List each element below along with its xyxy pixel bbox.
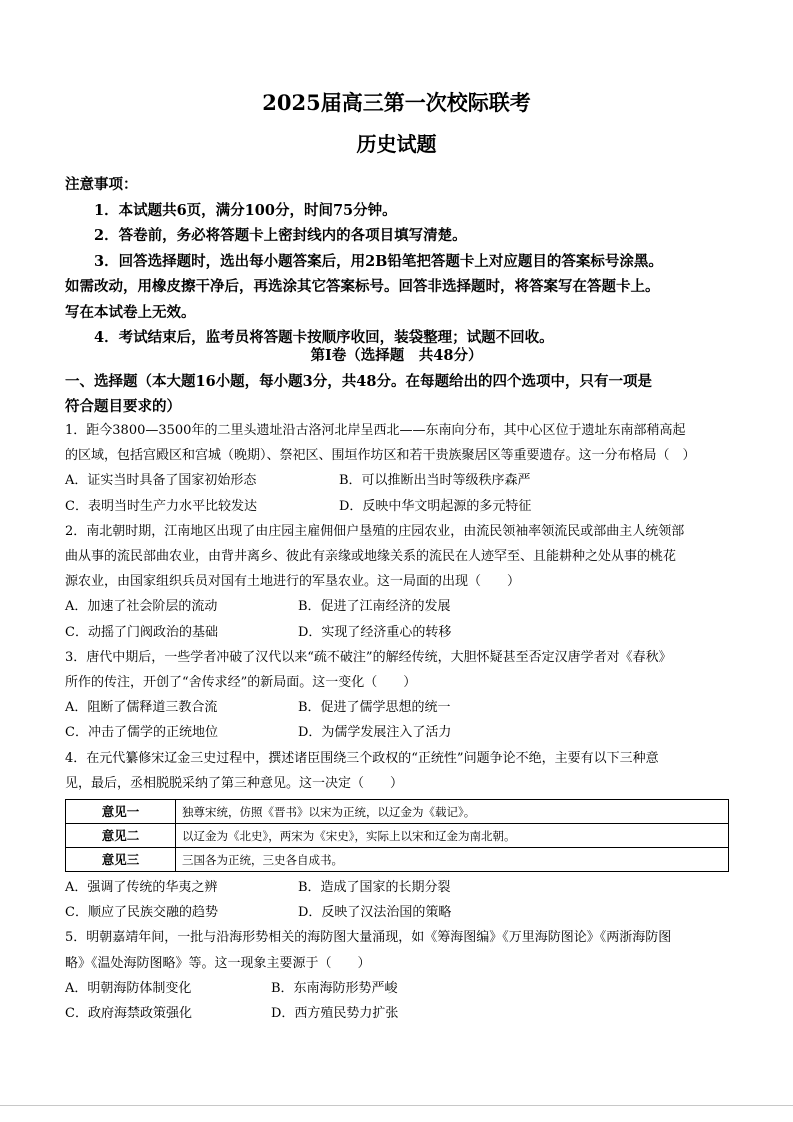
question-5 — [65, 925, 733, 1026]
section-title: 第Ⅰ卷（选择题 共48分） — [310, 347, 483, 364]
option-b[interactable]: B．促进了儒学思想的统一 — [298, 700, 451, 716]
question-stem-line: 3．唐代中期后，一些学者冲破了汉代以来“疏不破注”的解经传统，大胆怀疑甚至否定汉唐学者对《春秋》 — [65, 649, 672, 665]
question-stem-line: 的区域，包括宫殿区和宫城（晚期）、祭祀区、围垣作坊区和若干贵族聚居区等重要遗存。这一分布格局（ ） — [65, 448, 696, 464]
option-row — [65, 720, 733, 745]
section-instruction — [65, 369, 733, 419]
table-key-cell: 意见二 — [66, 824, 176, 848]
note-item: 2．答卷前，务必将答题卡上密封线内的各项目填写清楚。 — [94, 227, 467, 244]
option-c[interactable]: C．表明当时生产力水平比较发达 — [65, 498, 257, 514]
question-list — [65, 418, 733, 1026]
option-d[interactable]: D．实现了经济重心的转移 — [298, 624, 452, 640]
option-a[interactable]: A．证实当时具备了国家初始形态 — [65, 473, 257, 489]
option-b[interactable]: B．促进了江南经济的发展 — [298, 599, 451, 615]
option-row — [65, 594, 733, 619]
question-stem-line: 5．明朝嘉靖年间，一批与沿海形势相关的海防图大量涌现，如《筹海图编》《万里海防图论》《两浙海防图 — [65, 930, 672, 946]
instruction-line: 符合题目要求的） — [65, 398, 181, 415]
question-2 — [65, 519, 733, 645]
option-c[interactable]: C．政府海禁政策强化 — [65, 1006, 192, 1022]
option-row — [65, 494, 733, 519]
question-4 — [65, 746, 733, 926]
option-a[interactable]: A．加速了社会阶层的流动 — [65, 599, 218, 615]
table-row — [66, 848, 729, 872]
option-d[interactable]: D．反映了汉法治国的策略 — [298, 905, 452, 921]
option-row — [65, 468, 733, 493]
question-stem-line: 见，最后，丞相脱脱采纳了第三种意见。这一决定（ ） — [65, 775, 404, 791]
table-value-cell: 独尊宋统，仿照《晋书》以宋为正统，以辽金为《载记》。 — [176, 800, 729, 824]
question-3 — [65, 645, 733, 746]
option-row — [65, 976, 733, 1001]
question-stem-line: 源农业，由国家组织兵员对国有土地进行的军垦农业。这一局面的出现（ ） — [65, 574, 521, 590]
table-row — [66, 800, 729, 824]
option-row — [65, 875, 733, 900]
note-item: 3．回答选择题时，选出每小题答案后，用2B铅笔把答题卡上对应题目的答案标号涂黑。 — [94, 252, 663, 270]
question-stem-line: 2．南北朝时期，江南地区出现了由庄园主雇佣佃户垦殖的庄园农业，由流民领袖率领流民或部曲主人统领部 — [65, 523, 685, 539]
option-row — [65, 1001, 733, 1026]
option-d[interactable]: D．反映中华文明起源的多元特征 — [339, 498, 532, 514]
option-a[interactable]: A．明朝海防体制变化 — [65, 980, 192, 996]
table-value-cell: 以辽金为《北史》，两宋为《宋史》，实际上以宋和辽金为南北朝。 — [176, 824, 729, 848]
question-stem-line: 略》《温处海防图略》等。这一现象主要源于（ ） — [65, 955, 371, 971]
table-key-cell: 意见三 — [66, 848, 176, 872]
option-row — [65, 620, 733, 645]
table-value-cell: 三国各为正统，三史各自成书。 — [176, 848, 729, 872]
note-item: 如需改动，用橡皮擦干净后，再选涂其它答案标号。回答非选择题时，将答案写在答题卡上。 — [65, 278, 660, 295]
option-c[interactable]: C．冲击了儒学的正统地位 — [65, 725, 218, 741]
notes-block — [65, 172, 733, 351]
table-key-cell: 意见一 — [66, 800, 176, 824]
note-item: 1．本试题共6页，满分100分，时间75分钟。 — [94, 201, 397, 219]
exam-title: 2025届高三第一次校际联考 — [262, 90, 531, 115]
question-stem-line: 1．距今3800—3500年的二里头遗址沿古洛河北岸呈西北——东南向分布，其中心区位于遗址东南部稍高起 — [65, 423, 686, 438]
option-a[interactable]: A．强调了传统的华夷之辨 — [65, 880, 218, 896]
option-b[interactable]: B．造成了国家的长期分裂 — [298, 880, 451, 896]
page-bottom-divider — [0, 1105, 793, 1106]
option-c[interactable]: C．顺应了民族交融的趋势 — [65, 905, 218, 921]
question-stem-line: 曲从事的流民部曲农业，由背井离乡、彼此有亲缘或地缘关系的流民在人迹罕至、且能耕种之处从事的桃花 — [65, 549, 677, 565]
question-stem-line: 4．在元代纂修宋辽金三史过程中，撰述诸臣围绕三个政权的“正统性”问题争论不绝，主要有以下三种意 — [65, 750, 659, 766]
note-item: 4．考试结束后，监考员将答题卡按顺序收回，装袋整理；试题不回收。 — [94, 329, 554, 346]
opinions-table — [65, 799, 729, 872]
question-1 — [65, 418, 733, 519]
question-stem-line: 所作的传注，开创了“舍传求经”的新局面。这一变化（ ） — [65, 675, 417, 691]
table-row — [66, 824, 729, 848]
option-d[interactable]: D．为儒学发展注入了活力 — [298, 725, 452, 741]
subject-title: 历史试题 — [356, 132, 437, 156]
option-b[interactable]: B．东南海防形势严峻 — [271, 980, 398, 996]
option-b[interactable]: B．可以推断出当时等级秩序森严 — [339, 473, 531, 489]
instruction-line: 一、选择题（本大题16小题，每小题3分，共48分。在每题给出的四个选项中，只有一项是 — [65, 373, 652, 390]
option-c[interactable]: C．动摇了门阀政治的基础 — [65, 624, 218, 640]
notes-heading: 注意事项： — [65, 176, 138, 193]
option-d[interactable]: D．西方殖民势力扩张 — [271, 1006, 399, 1022]
option-row — [65, 900, 733, 925]
option-a[interactable]: A．阻断了儒释道三教合流 — [65, 700, 218, 716]
note-item: 写在本试卷上无效。 — [65, 303, 196, 321]
option-row — [65, 695, 733, 720]
